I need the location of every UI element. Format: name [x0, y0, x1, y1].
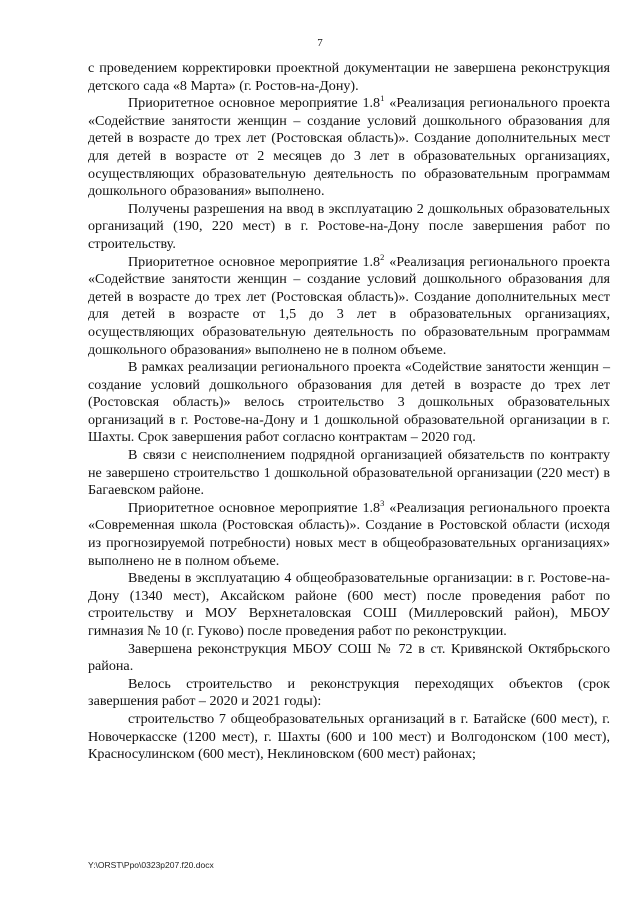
paragraph-4: Приоритетное основное мероприятие $1.8^2$ «Реализация регионального проекта «Содействие занятости женщин – создание условий дошкольного образования для детей в возрасте до трех лет (Ростовская область)». Создание дополнительных мест для детей в возрасте от 1,5 до 3 лет в образовательных организациях, осуществляющих образовательную деятельность по образовательным программам дошкольного образования» выполнено не в полном объеме. — [88, 251, 610, 358]
paragraph-6: В связи с неисполнением подрядной организацией обязательств по контракту не завершено строительство 1 дошкольной образовательной организации (220 мест) в Багаевском районе. — [88, 447, 610, 499]
page-number: 7 — [317, 37, 323, 49]
paragraph-11: строительство 7 общеобразовательных организаций в г. Батайске (600 мест), г. Новочеркасске (1200 мест), г. Шахты (600 и 100 мест) и Волгодонском (100 мест), Красносулинском (600 мест), Неклиновском (600 мест) районах; — [88, 710, 610, 763]
paragraph-3: Получены разрешения на ввод в эксплуатацию 2 дошкольных образовательных организаций (190, 220 мест) в г. Ростове-на-Дону после завершения работ по строительству. — [88, 200, 610, 252]
footer-file-path: Y:\ORST\Ppo\0323p207.f20.docx — [88, 860, 214, 870]
paragraph-1: с проведением корректировки проектной документации не завершена реконструкция детского сада «8 Марта» (г. Ростов-на-Дону). — [88, 60, 610, 94]
paragraph-10: Велось строительство и реконструкция переходящих объектов (срок завершения работ – 2020 и 2021 годы): — [88, 675, 610, 710]
document-body — [88, 60, 610, 764]
paragraph-8: Введены в эксплуатацию 4 общеобразовательные организации: в г. Ростове-на-Дону (1340 мест), Аксайском районе (600 мест) после проведения работ по строительству и МОУ Верхнеталовская СОШ (Миллеровский район), МБОУ гимназия № 10 (г. Гуково) после проведения работ по реконструкции. — [88, 570, 610, 639]
paragraph-7: Приоритетное основное мероприятие $1.8^3$ «Реализация регионального проекта «Современная школа (Ростовская область)». Создание в Ростовской области (исходя из прогнозируемой потребности) новых мест в общеобразовательных организациях» выполнено не в полном объеме. — [88, 497, 610, 569]
paragraph-2: Приоритетное основное мероприятие $1.8^1$ «Реализация регионального проекта «Содействие занятости женщин – создание условий дошкольного образования для детей в возрасте до трех лет (Ростовская область)». Создание дополнительных мест для детей в возрасте от 2 месяцев до 3 лет в образовательных организациях, осуществляющих образовательную деятельность по образовательным программам дошкольного образования» выполнено. — [88, 93, 610, 200]
paragraph-9: Завершена реконструкция МБОУ СОШ № 72 в ст. Кривянской Октябрьского района. — [88, 640, 610, 675]
paragraph-5: В рамках реализации регионального проекта «Содействие занятости женщин – создание условий дошкольного образования для детей в возрасте до трех лет (Ростовская область)» велось строительство 3 дошкольных образовательных организаций в г. Ростове-на-Дону и 1 дошкольной образовательной организации в г. Шахты. Срок завершения работ согласно контрактам – 2020 год. — [88, 359, 610, 446]
